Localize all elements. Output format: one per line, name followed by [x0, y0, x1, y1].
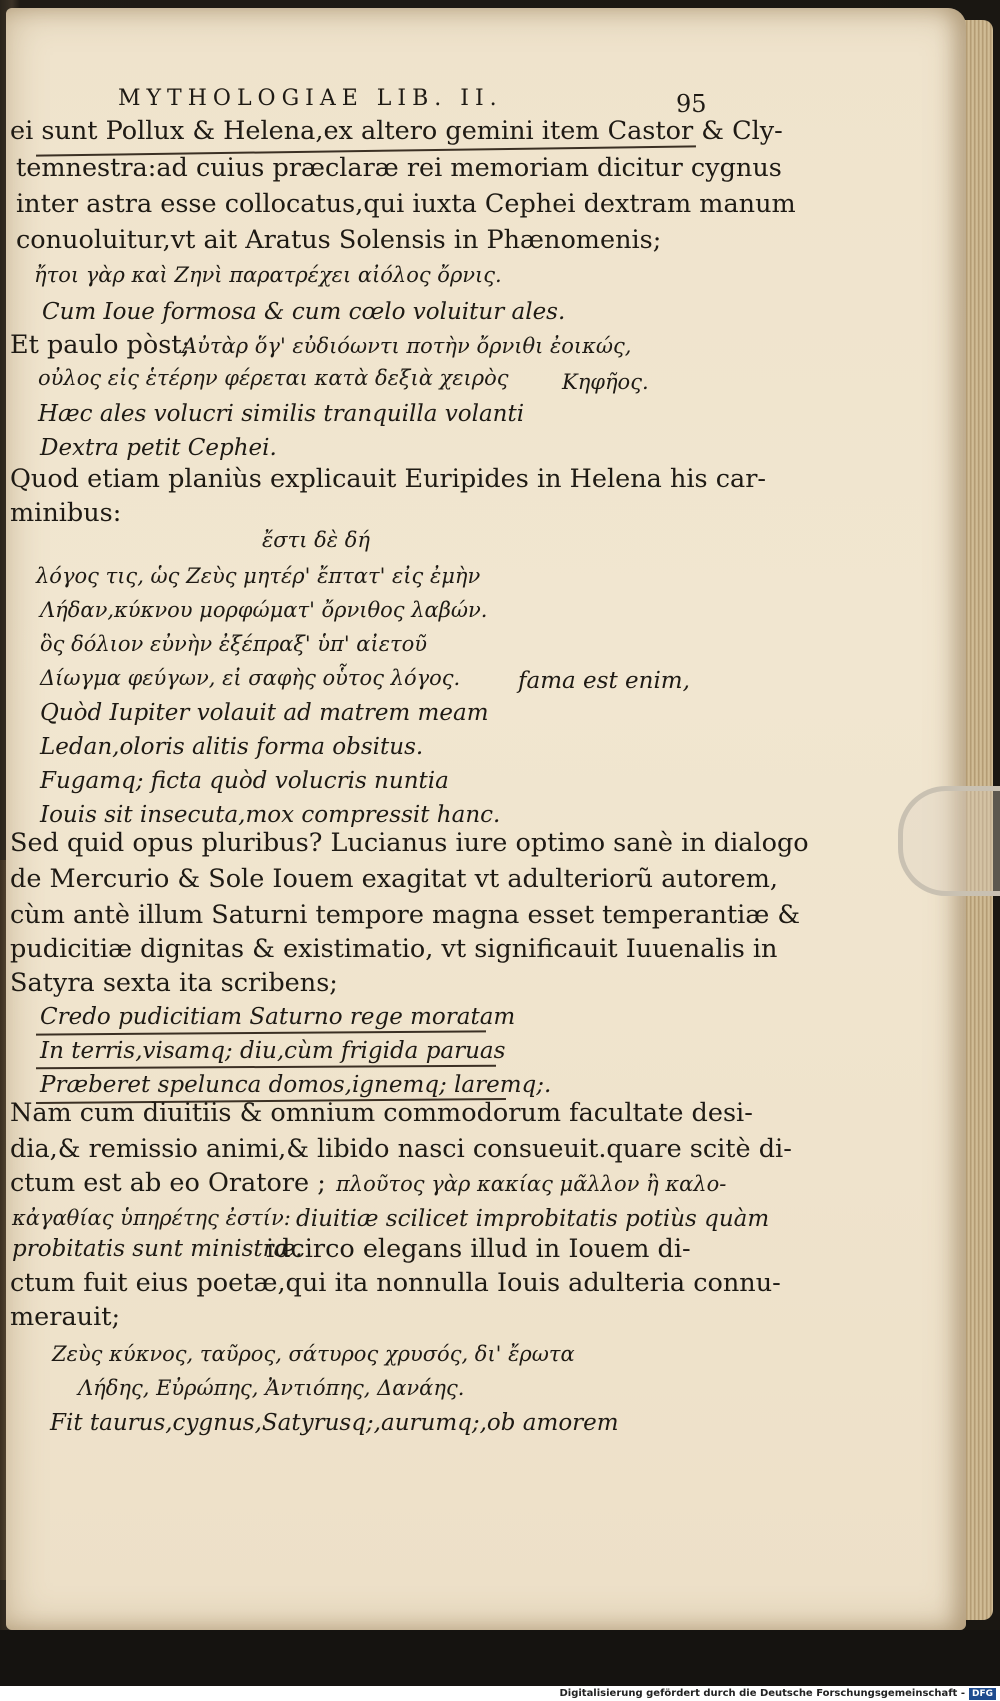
text-line: dia,& remissio animi,& libido nasci consueuit.quare scitè di-: [10, 1134, 792, 1164]
greek-verse: κἀγαθίας ὑπηρέτης ἐστίν:: [12, 1206, 291, 1230]
text-line: temnestra:ad cuius præclaræ rei memoriam dicitur cygnus: [16, 153, 782, 183]
scan-bottom-border: [0, 1630, 1000, 1686]
page-number: 95: [676, 90, 707, 118]
ink-underline: [36, 1065, 496, 1069]
dfg-logo: DFG: [969, 1688, 996, 1700]
greek-verse: πλοῦτος γὰρ κακίας μᾶλλον ἢ καλο-: [336, 1172, 727, 1196]
text-line: Nam cum diuitiis & omnium commodorum facultate desi-: [10, 1098, 753, 1128]
text-line: Quod etiam planiùs explicauit Euripides in Helena his car-: [10, 464, 767, 494]
text-line: ei sunt Pollux & Helena,ex altero gemini item Castor & Cly-: [10, 116, 783, 146]
text-line: merauit;: [10, 1302, 121, 1332]
latin-verse: Hæc ales volucri similis tranquilla volanti: [38, 401, 525, 427]
latin-verse: Credo pudicitiam Saturno rege moratam: [40, 1004, 516, 1030]
latin-verse: Cum Ioue formosa & cum cœlo voluitur ales.: [42, 299, 566, 325]
text-line: cùm antè illum Saturni tempore magna esset temperantiæ &: [10, 900, 801, 930]
latin-verse: Fit taurus,cygnus,Satyrusq;,aurumq;,ob amorem: [50, 1410, 619, 1436]
greek-verse: Δίωγμα φεύγων, εἰ σαφὴς οὗτος λόγος.: [40, 666, 461, 690]
text-line: conuoluitur,vt ait Aratus Solensis in Phænomenis;: [16, 225, 662, 255]
latin-verse: Ledan,oloris alitis forma obsitus.: [40, 734, 424, 760]
latin-verse: probitatis sunt ministræ.: [12, 1236, 303, 1262]
latin-verse: fama est enim,: [518, 668, 690, 694]
greek-verse: οὐλος εἰς ἑτέρην φέρεται κατὰ δεξιὰ χειρὸς: [38, 366, 509, 390]
text-line: Satyra sexta ita scribens;: [10, 968, 338, 998]
greek-verse: ἤτοι γὰρ καὶ Ζηνὶ παρατρέχει αἰόλος ὄρνις.: [34, 263, 502, 287]
greek-verse: Λήδαν,κύκνου μορφώματ' ὄρνιθος λαβών.: [40, 598, 488, 622]
latin-verse: In terris,visamq; diu,cùm frigida paruas: [40, 1038, 506, 1064]
text-line: minibus:: [10, 498, 122, 528]
running-title: MYTHOLOGIAE LIB. II.: [118, 86, 503, 111]
latin-verse: Fugamq; ficta quòd volucris nuntia: [40, 768, 449, 794]
text-line: inter astra esse collocatus,qui iuxta Cephei dextram manum: [16, 189, 796, 219]
latin-verse: Quòd Iupiter volauit ad matrem meam: [40, 700, 489, 726]
text-line: Et paulo pòst;: [10, 330, 191, 360]
text-line: ctum est ab eo Oratore ;: [10, 1168, 326, 1198]
greek-verse: Ζεὺς κύκνος, ταῦρος, σάτυρος χρυσός, δι' ἔρωτα: [52, 1342, 575, 1366]
credit-text: Digitalisierung gefördert durch die Deutsche Forschungsgemeinschaft -: [559, 1688, 965, 1699]
greek-verse: Αὐτὰρ ὅγ' εὐδιόωντι ποτὴν ὄρνιθι ἐοικώς,: [182, 334, 632, 358]
greek-verse: Κηφῆος.: [562, 370, 649, 394]
greek-verse: ἔστι δὲ δή: [262, 528, 370, 552]
digitization-credit: [0, 1686, 1000, 1701]
greek-verse: ὃς δόλιον εὐνὴν ἐξέπραξ' ὑπ' αἰετοῦ: [40, 632, 427, 656]
greek-verse: λόγος τις, ὡς Ζεὺς μητέρ' ἔπτατ' εἰς ἐμὴν: [36, 564, 481, 588]
text-line: de Mercurio & Sole Iouem exagitat vt adulteriorũ autorem,: [10, 864, 778, 894]
latin-verse: diuitiæ scilicet improbitatis potiùs quàm: [296, 1206, 770, 1232]
text-line: pudicitiæ dignitas & existimatio, vt significauit Iuuenalis in: [10, 934, 778, 964]
book-page: [6, 8, 966, 1630]
page-clasp: [898, 786, 1000, 896]
text-line: Sed quid opus pluribus? Lucianus iure optimo sanè in dialogo: [10, 828, 809, 858]
latin-verse: Iouis sit insecuta,mox compressit hanc.: [40, 802, 501, 828]
text-line: idcirco elegans illud in Iouem di-: [266, 1234, 691, 1264]
text-line: ctum fuit eius poetæ,qui ita nonnulla Iouis adulteria connu-: [10, 1268, 781, 1298]
greek-verse: Λήδης, Εὐρώπης, Ἀντιόπης, Δανάης.: [78, 1376, 465, 1400]
ink-underline: [36, 1030, 486, 1035]
latin-verse: Dextra petit Cephei.: [40, 435, 277, 461]
latin-verse: Præberet spelunca domos,ignemq; laremq;.: [40, 1072, 552, 1098]
